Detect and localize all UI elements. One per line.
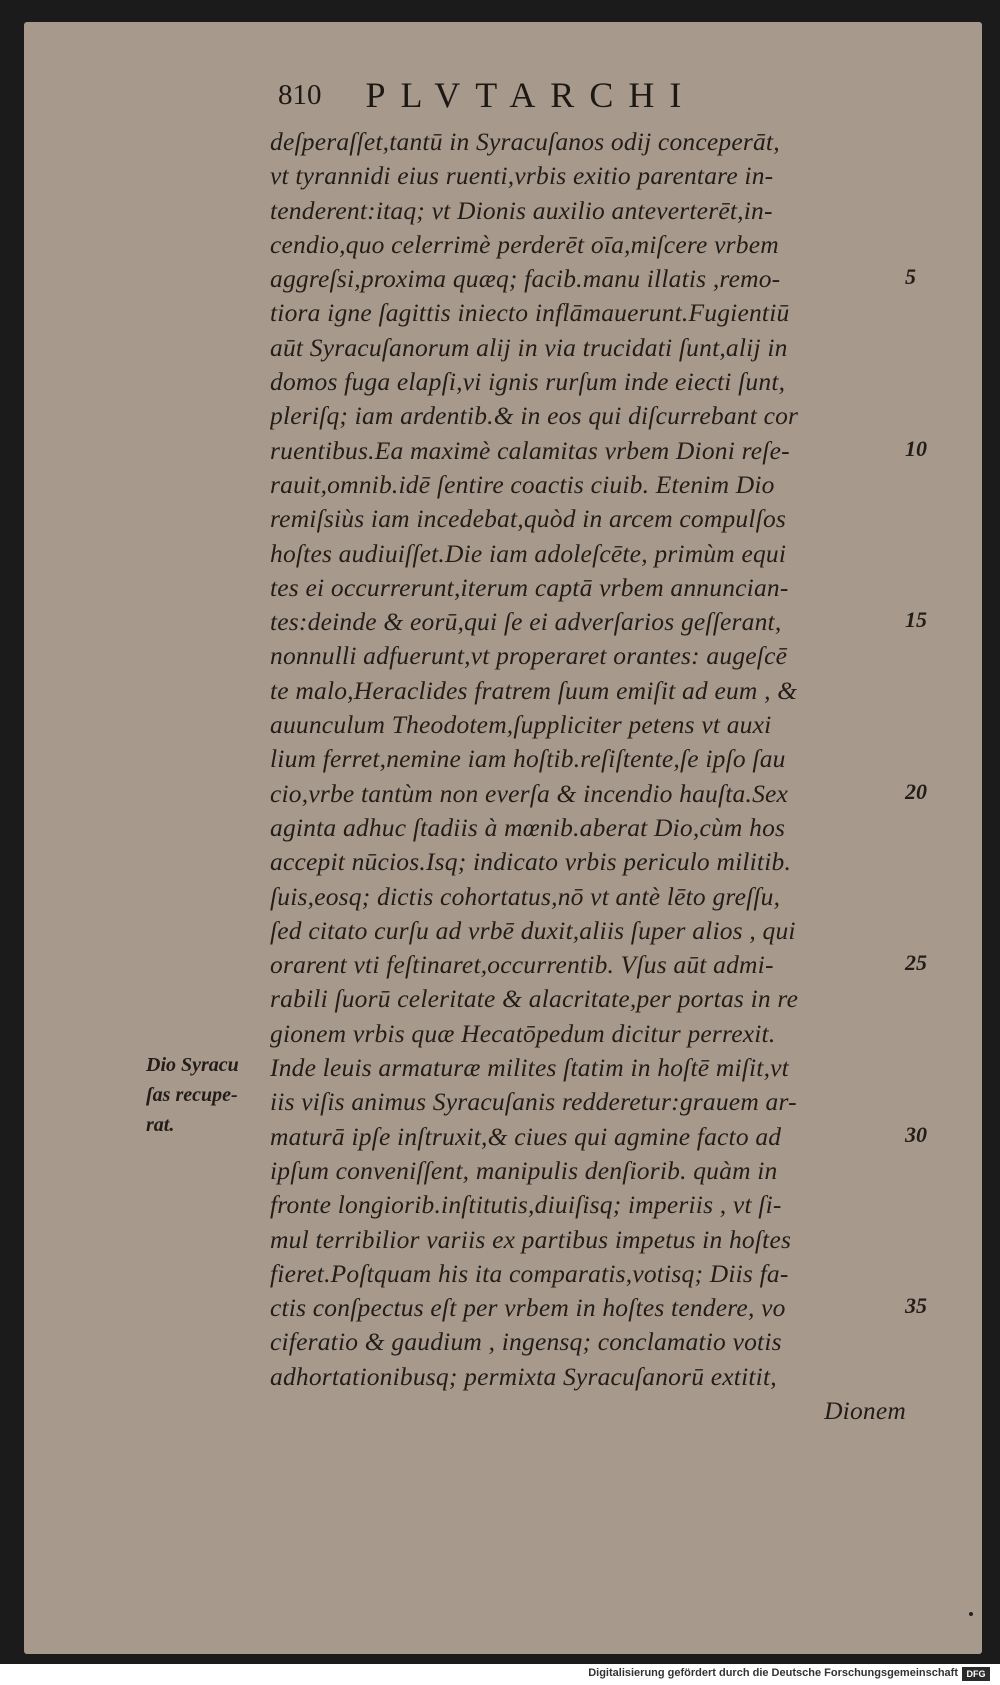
text-line: tenderent:itaq; vt Dionis auxilio anteverterēt,in- bbox=[270, 195, 773, 225]
text-line: adhortationibusq; permixta Syracuſanorū extitit, bbox=[270, 1361, 777, 1391]
text-line: remiſsiùs iam incedebat,quòd in arcem compulſos bbox=[270, 504, 787, 534]
text-line: rauit,omnib.idē ſentire coactis ciuib. Etenim Dio bbox=[270, 469, 775, 499]
line-number: 35 bbox=[905, 1293, 927, 1319]
line-number: 15 bbox=[905, 607, 927, 633]
text-line: auunculum Theodotem,ſuppliciter petens vt auxi bbox=[270, 710, 772, 740]
text-line: Dionem bbox=[824, 1395, 906, 1425]
text-body bbox=[270, 125, 910, 1428]
footer-bar bbox=[0, 1664, 1000, 1685]
text-line: ipſum conveniſſent, manipulis denſiorib. quàm in bbox=[270, 1155, 778, 1185]
text-line: tes ei occurrerunt,iterum captā vrbem annuncian- bbox=[270, 572, 789, 602]
text-line: ctis conſpectus eſt per vrbem in hoſtes tendere, vo bbox=[270, 1293, 786, 1323]
text-line: cendio,quo celerrimè perderēt oīa,miſcere vrbem bbox=[270, 229, 779, 259]
text-line: ſuis,eosq; dictis cohortatus,nō vt antè lēto greſſu, bbox=[270, 881, 781, 911]
text-line: tiora igne ſagittis iniecto inflāmauerunt.Fugientiū bbox=[270, 298, 790, 328]
margin-note bbox=[146, 1050, 266, 1140]
margin-note-line: ſas recupe- bbox=[146, 1084, 238, 1106]
text-line: Inde leuis armaturæ milites ſtatim in hoſtē miſit,vt bbox=[270, 1053, 789, 1083]
text-line: fronte longiorib.inſtitutis,diuiſisq; imperiis , vt ſi- bbox=[270, 1190, 782, 1220]
text-line: aūt Syracuſanorum alij in via trucidati ſunt,alij in bbox=[270, 332, 788, 362]
ink-mark bbox=[969, 1612, 973, 1616]
text-line: iis viſis animus Syracuſanis redderetur:grauem ar- bbox=[270, 1087, 797, 1117]
text-line: rabili ſuorū celeritate & alacritate,per portas in re bbox=[270, 984, 799, 1014]
line-number: 25 bbox=[905, 950, 927, 976]
running-title: PLVTARCHI bbox=[365, 75, 697, 115]
text-line: maturā ipſe inſtruxit,& ciues qui agmine facto ad bbox=[270, 1121, 782, 1151]
text-line: tes:deinde & eorū,qui ſe ei adverſarios geſſerant, bbox=[270, 607, 782, 637]
page-header bbox=[278, 70, 930, 120]
text-line: mul terribilior variis ex partibus impetus in hoſtes bbox=[270, 1224, 792, 1254]
margin-note-line: Dio Syracu bbox=[146, 1054, 239, 1076]
text-line: orarent vti feſtinaret,occurrentib. Vſus aūt admi- bbox=[270, 950, 774, 980]
text-line: ſed citato curſu ad vrbē duxit,aliis ſuper alios , qui bbox=[270, 915, 796, 945]
line-number: 20 bbox=[905, 778, 927, 804]
dfg-logo: DFG bbox=[962, 1667, 990, 1681]
text-line: ciferatio & gaudium , ingensq; conclamatio votis bbox=[270, 1327, 782, 1357]
funding-credit: Digitalisierung gefördert durch die Deutsche Forschungsgemeinschaft bbox=[588, 1667, 958, 1679]
text-line: lium ferret,nemine iam hoſtib.reſiſtente,ſe ipſo ſau bbox=[270, 744, 786, 774]
page-number: 810 bbox=[278, 78, 322, 111]
line-number: 30 bbox=[905, 1121, 927, 1147]
line-number: 10 bbox=[905, 435, 927, 461]
text-line: te malo,Heraclides fratrem ſuum emiſit ad eum , & bbox=[270, 675, 798, 705]
text-line: pleriſq; iam ardentib.& in eos qui diſcurrebant cor bbox=[270, 401, 799, 431]
text-line: fieret.Poſtquam his ita comparatis,votisq; Diis fa- bbox=[270, 1258, 789, 1288]
text-line: vt tyrannidi eius ruenti,vrbis exitio parentare in- bbox=[270, 161, 774, 191]
margin-note-line: rat. bbox=[146, 1114, 175, 1136]
text-line: accepit nūcios.Isq; indicato vrbis periculo militib. bbox=[270, 847, 792, 877]
text-line: aginta adhuc ſtadiis à mœnib.aberat Dio,cùm hos bbox=[270, 812, 786, 842]
text-line: deſperaſſet,tantū in Syracuſanos odij conceperāt, bbox=[270, 127, 780, 156]
text-line: gionem vrbis quæ Hecatōpedum dicitur perrexit. bbox=[270, 1018, 776, 1048]
line-number: 5 bbox=[905, 264, 916, 290]
text-line: nonnulli adfuerunt,vt properaret orantes: augeſcē bbox=[270, 641, 788, 671]
text-line: aggreſsi,proxima quæq; facib.manu illatis ,remo- bbox=[270, 264, 781, 294]
text-line: domos fuga elapſi,vi ignis rurſum inde eiecti ſunt, bbox=[270, 367, 786, 397]
text-line: cio,vrbe tantùm non everſa & incendio hauſta.Sex bbox=[270, 778, 789, 808]
text-line: ruentibus.Ea maximè calamitas vrbem Dioni reſe- bbox=[270, 435, 790, 465]
text-line: hoſtes audiuiſſet.Die iam adoleſcēte, primùm equi bbox=[270, 538, 787, 568]
